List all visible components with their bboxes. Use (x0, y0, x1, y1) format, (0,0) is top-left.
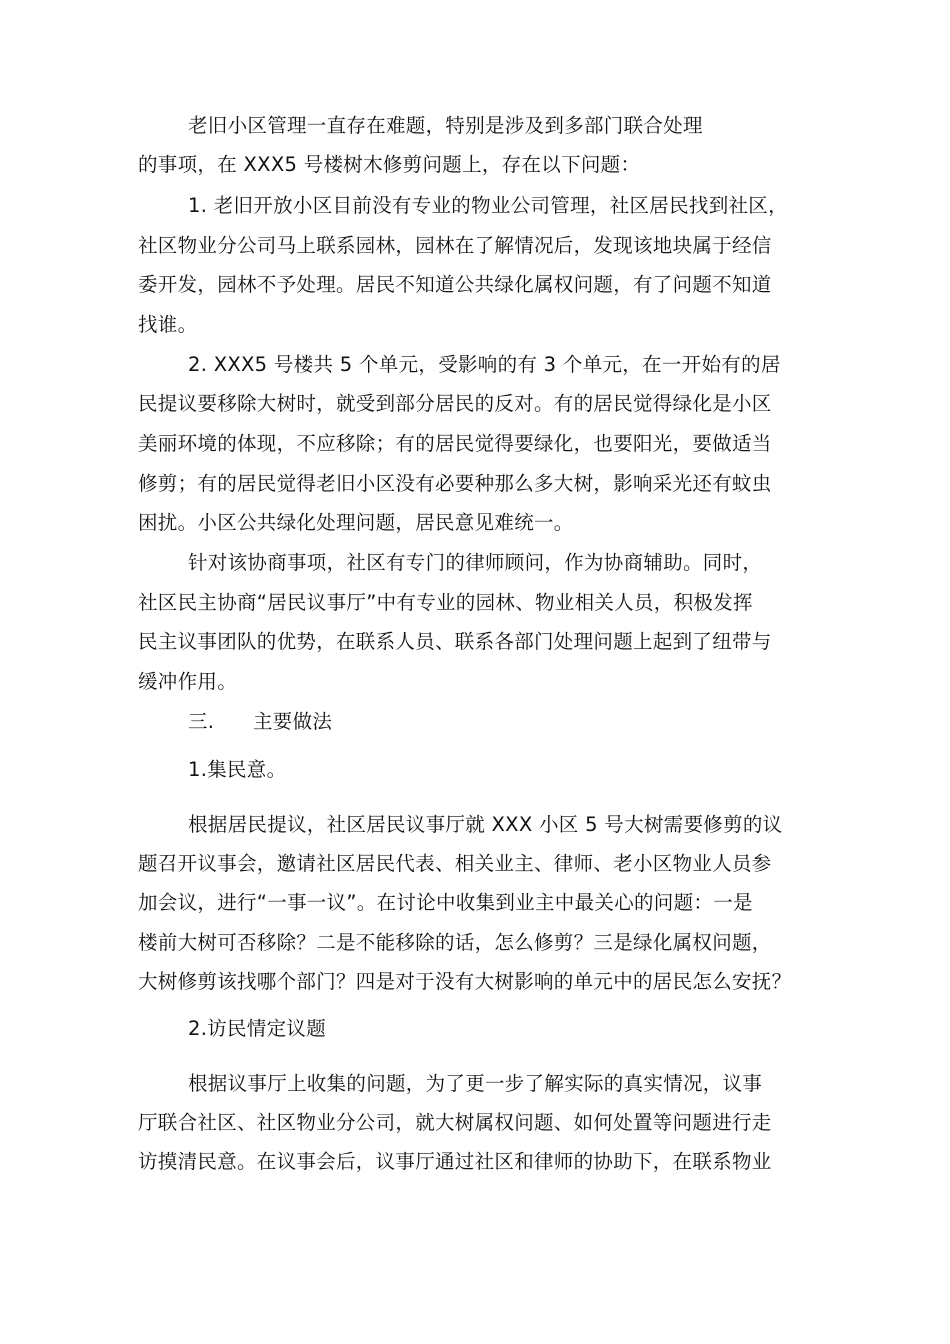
paragraph-line: 大树修剪该找哪个部门？四是对于没有大树影响的单元中的居民怎么安抚？ (138, 970, 792, 993)
paragraph-line: 根据居民提议，社区居民议事厅就 XXX 小区 5 号大树需要修剪的议 (188, 813, 783, 836)
list-item-2-line: 美丽环境的体现，不应移除；有的居民觉得要绿化，也要阳光，要做适当 (138, 432, 772, 455)
subsection-heading: 2.访民情定议题 (188, 1017, 327, 1040)
paragraph-line: 根据议事厅上收集的问题，为了更一步了解实际的真实情况，议事 (188, 1072, 763, 1095)
list-item-2-line: 困扰。小区公共绿化处理问题，居民意见难统一。 (138, 511, 574, 534)
paragraph-line: 民主议事团队的优势，在联系人员、联系各部门处理问题上起到了纽带与 (138, 630, 772, 653)
paragraph-line: 的事项，在 XXX5 号楼树木修剪问题上，存在以下问题： (138, 153, 641, 176)
section-number: 三. (188, 710, 215, 733)
paragraph-line: 针对该协商事项，社区有专门的律师顾问，作为协商辅助。同时， (188, 551, 763, 574)
paragraph-line: 题召开议事会，邀请社区居民代表、相关业主、律师、老小区物业人员参 (138, 852, 772, 875)
list-item-1-line: 1. 老旧开放小区目前没有专业的物业公司管理，社区居民找到社区， (188, 194, 788, 217)
paragraph-line: 缓冲作用。 (138, 670, 238, 693)
list-item-2-line: 2. XXX5 号楼共 5 个单元，受影响的有 3 个单元，在一开始有的居 (188, 353, 781, 376)
paragraph-line: 加会议，进行“一事一议”。在讨论中收集到业主中最关心的问题：一是 (138, 891, 753, 914)
list-item-1-line: 委开发，园林不予处理。居民不知道公共绿化属权问题，有了问题不知道 (138, 273, 772, 296)
list-item-2-line: 民提议要移除大树时，就受到部分居民的反对。有的居民觉得绿化是小区 (138, 392, 772, 415)
paragraph-line: 社区民主协商“居民议事厅”中有专业的园林、物业相关人员，积极发挥 (138, 591, 753, 614)
list-item-2-line: 修剪；有的居民觉得老旧小区没有必要种那么多大树，影响采光还有蚊虫 (138, 472, 772, 495)
list-item-1-line: 找谁。 (138, 313, 198, 336)
list-item-1-line: 社区物业分公司马上联系园林，园林在了解情况后，发现该地块属于经信 (138, 234, 772, 257)
subsection-heading: 1.集民意。 (188, 758, 287, 781)
paragraph-line: 厅联合社区、社区物业分公司，就大树属权问题、如何处置等问题进行走 (138, 1111, 772, 1134)
paragraph-line: 老旧小区管理一直存在难题，特别是涉及到多部门联合处理 (188, 114, 703, 137)
paragraph-line: 楼前大树可否移除？二是不能移除的话，怎么修剪？三是绿化属权问题， (138, 931, 772, 954)
section-heading: 主要做法 (253, 710, 333, 733)
paragraph-line: 访摸清民意。在议事会后，议事厅通过社区和律师的协助下，在联系物业 (138, 1150, 772, 1173)
